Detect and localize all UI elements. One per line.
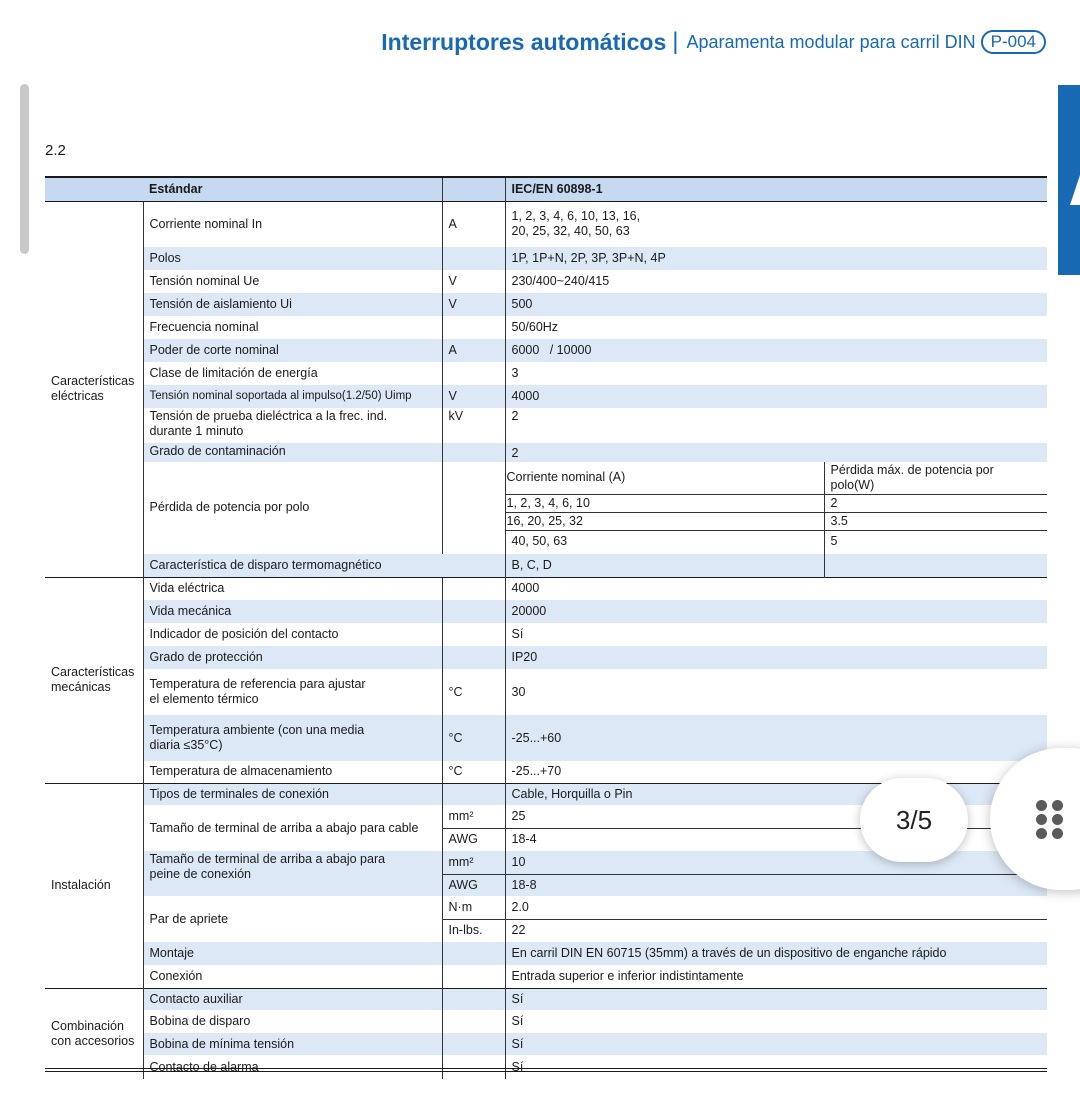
- table-row: Grado de protección IP20: [45, 646, 1047, 669]
- grid-dots-icon: [1036, 800, 1068, 842]
- table-row: Características mecánicas Vida eléctrica 4000: [45, 577, 1047, 600]
- table-row: Pérdida de potencia por polo Corriente nominal (A) Pérdida máx. de potencia por polo(W): [45, 462, 1047, 495]
- table-row: Tensión nominal soportada al impulso(1.2/50) Uimp V 4000: [45, 385, 1047, 408]
- table-row: Conexión Entrada superior e inferior indistintamente: [45, 965, 1047, 988]
- table-row: Montaje En carril DIN EN 60715 (35mm) a través de un dispositivo de enganche rápido: [45, 942, 1047, 965]
- side-tab[interactable]: [1058, 85, 1080, 275]
- table-row: Poder de corte nominal A 6000 / 10000: [45, 339, 1047, 362]
- table-row: Características eléctricas Corriente nominal In A 1, 2, 3, 4, 6, 10, 13, 16, 20, 25, 32, 40, 50, 63: [45, 202, 1047, 247]
- header-title: Interruptores automáticos: [381, 28, 667, 55]
- table-row: Tamaño de terminal de arriba a abajo para peine de conexión mm² 10: [45, 851, 1047, 874]
- group-label-electricas: Características eléctricas: [45, 202, 143, 578]
- table-row: Temperatura ambiente (con una media diaria ≤35°C) °C -25...+60: [45, 715, 1047, 761]
- table-row: Bobina de mínima tensión Sí: [45, 1033, 1047, 1055]
- table-row: Indicador de posición del contacto Sí: [45, 623, 1047, 646]
- table-row: Tensión de aislamiento Ui V 500: [45, 293, 1047, 316]
- table-header-row: [45, 177, 1047, 202]
- header-code-badge: P-004: [981, 30, 1046, 54]
- side-tab-letter-icon: [1070, 175, 1080, 205]
- table-row: Combinación con accesorios Contacto auxiliar Sí: [45, 988, 1047, 1010]
- table-row: Bobina de disparo Sí: [45, 1010, 1047, 1033]
- table-row: Vida mecánica 20000: [45, 600, 1047, 623]
- section-number: 2.2: [45, 142, 66, 159]
- group-label-mecanicas: Características mecánicas: [45, 577, 143, 783]
- table-row: Tamaño de terminal de arriba a abajo para cable mm² 25: [45, 805, 1047, 828]
- table-row: 1, 2, 3, 4, 6, 10 2: [45, 494, 1047, 512]
- table-row: Temperatura de referencia para ajustar el elemento térmico °C 30: [45, 669, 1047, 715]
- table-row: Grado de contaminación 2: [45, 443, 1047, 462]
- header-label: Estándar: [143, 177, 442, 202]
- table-row: 40, 50, 63 5: [45, 530, 1047, 552]
- table-row: Par de apriete N·m 2.0: [45, 896, 1047, 919]
- row-label: Corriente nominal In: [149, 216, 263, 231]
- group-label-instalacion: Instalación: [45, 783, 143, 988]
- table-row: Frecuencia nominal 50/60Hz: [45, 316, 1047, 339]
- table-row: Tensión de prueba dieléctrica a la frec. ind. durante 1 minuto kV 2: [45, 408, 1047, 443]
- table-row: Tensión nominal Ue V 230/400~240/415: [45, 270, 1047, 293]
- table-bottom-rule: [45, 1068, 1047, 1072]
- table-row: Clase de limitación de energía 3: [45, 362, 1047, 385]
- page-header: [381, 28, 1046, 56]
- table-row: Instalación Tipos de terminales de conexión Cable, Horquilla o Pin: [45, 783, 1047, 805]
- group-label-accesorios: Combinación con accesorios: [45, 988, 143, 1079]
- spec-table: Estándar IEC/EN 60898-1 Características eléctricas Corriente nominal In A 1, 2, 3, 4, 6, 10, 13, 16, 20, 25, 32, 40, 50, 63 Polos 1P, 1P+N, 2P, 3P, 3P+N, 4P Tensión nominal Ue V 230/400~240/415 Tensión de aislamiento Ui V 500 Frecuencia nominal 50/60Hz Poder de corte nominal A 6000 / 10000 Clase de limitación de energía 3 Tensión nominal soportada al impulso(1.2/50) Uimp V 4000 Tensión de prueba dieléctrica a la frec. ind. durante 1 minuto kV 2 Grado de contaminación 2 Pérdida de potencia por polo Corriente nominal (A) Pérdida máx. de potencia por polo(W) 1, 2, 3, 4, 6, 10 2 16, 20, 25, 32 3.5 40, 50, 63 5 Característica de disparo termomagnético B, C, D Características mecánicas Vida eléctrica 4000 Vida mecánica 20000 Indicador de posición del contacto Sí Grado de protección IP20 Temperatura de referencia para ajustar el elemento térmico °C 30 Temperatura ambiente (con una media diaria ≤35°C) °C -25...+60 Temperatura de almacenamiento °C -25...+70 Instalación Tipos de terminales de conexión Cable, Horquilla o Pin Tamaño de terminal de arriba a abajo para cable mm² 25 AWG 18-4 Tamaño de terminal de arriba a abajo para peine de conexión mm² 10 AWG 18-8 Par de apriete N·m 2.0 In-lbs. 22 Montaje En carril DIN EN 60715 (35mm) a través de un dispositivo de enganche rápido Conexión Entrada superior e inferior indistintamente Combinación con accesorios Contacto auxiliar Sí Bobina de disparo Sí Bobina de mínima tensión Sí Contacto de alarma Sí: [45, 176, 1047, 1079]
- page-indicator[interactable]: 3/5: [860, 778, 968, 862]
- scrollbar[interactable]: [20, 84, 29, 254]
- table-row: 16, 20, 25, 32 3.5: [45, 512, 1047, 530]
- header-subtitle: Aparamenta modular para carril DIN: [686, 31, 976, 52]
- table-row: Polos 1P, 1P+N, 2P, 3P, 3P+N, 4P: [45, 247, 1047, 270]
- header-separator: |: [672, 28, 679, 55]
- header-value: IEC/EN 60898-1: [505, 177, 1047, 202]
- table-row: Temperatura de almacenamiento °C -25...+70: [45, 761, 1047, 783]
- table-row: Contacto de alarma Sí: [45, 1055, 1047, 1079]
- table-row: Característica de disparo termomagnético B, C, D: [45, 554, 1047, 577]
